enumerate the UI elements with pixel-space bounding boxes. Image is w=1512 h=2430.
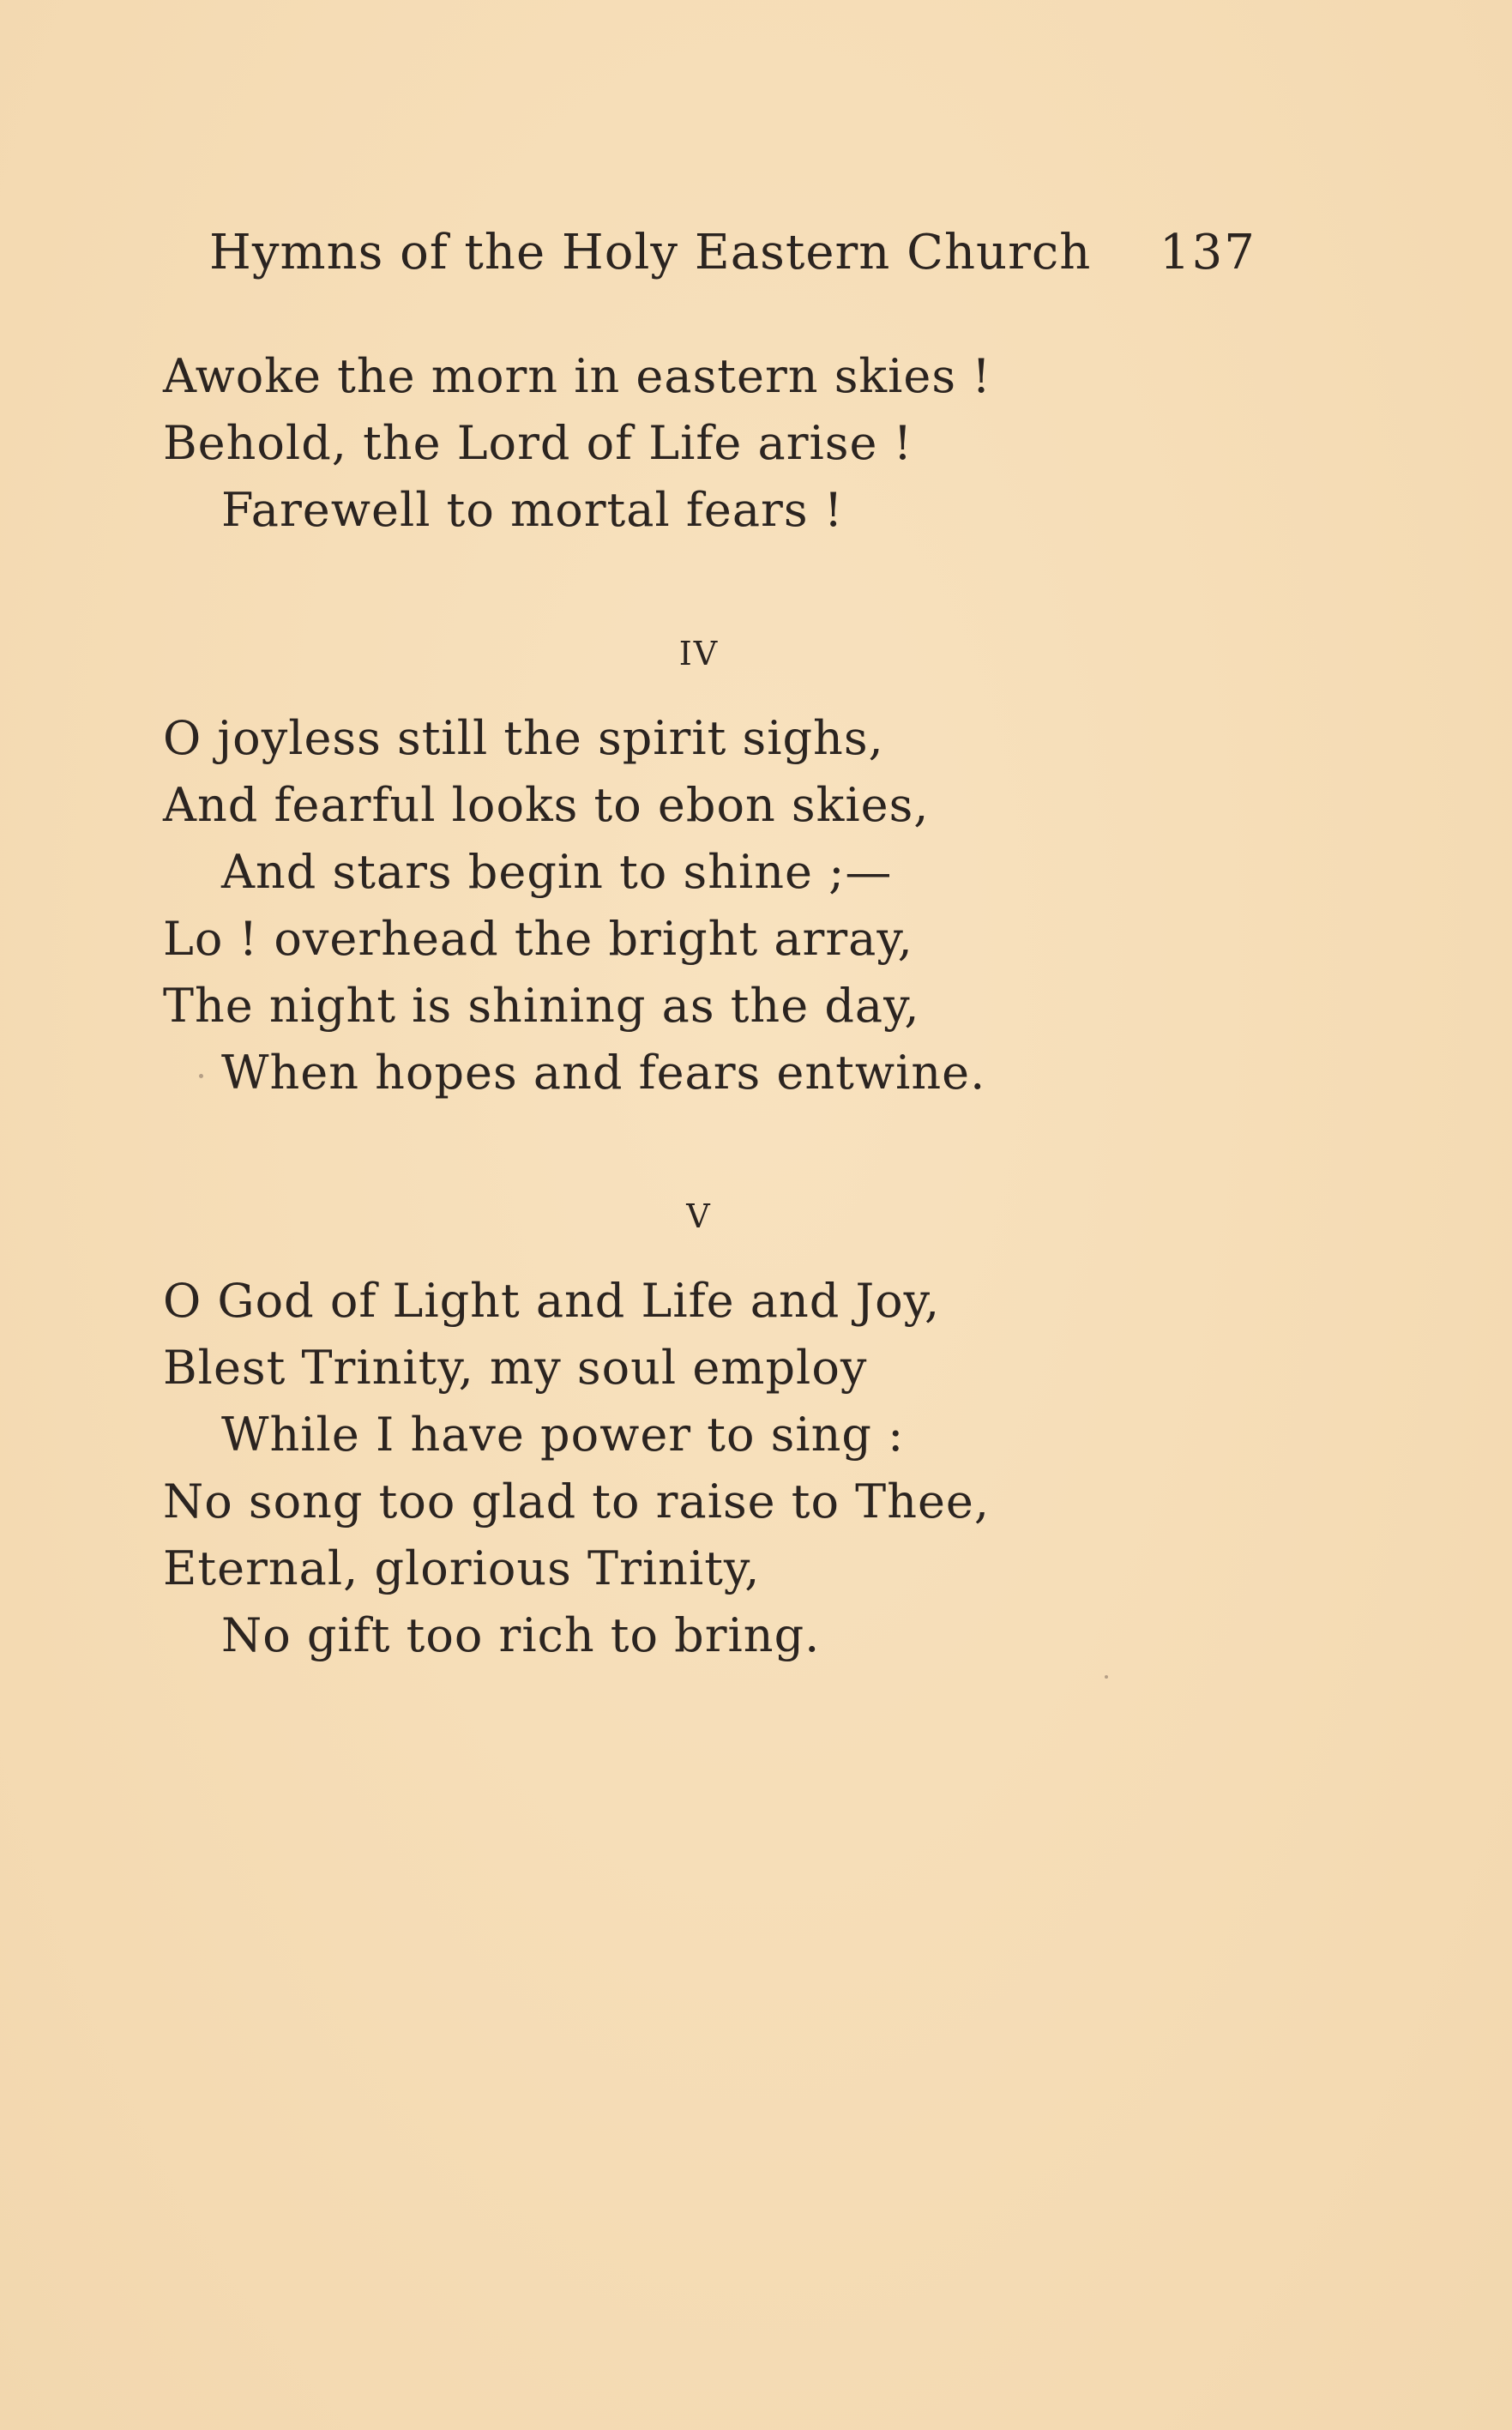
page-number: 137 bbox=[1160, 225, 1256, 280]
section-numeral-v: V bbox=[686, 1197, 712, 1235]
verse-line: Farewell to mortal fears ! bbox=[221, 483, 844, 537]
verse-line: Lo ! overhead the bright array, bbox=[163, 912, 913, 966]
verse-line: O joyless still the spirit sighs, bbox=[163, 711, 884, 765]
verse-line: Eternal, glorious Trinity, bbox=[163, 1541, 761, 1595]
verse-line: No gift too rich to bring. bbox=[221, 1608, 821, 1662]
verse-line: No song too glad to raise to Thee, bbox=[163, 1474, 991, 1529]
ink-fleck bbox=[1105, 1675, 1108, 1679]
verse-line: The night is shining as the day, bbox=[163, 979, 920, 1033]
verse-line: And fearful looks to ebon skies, bbox=[163, 778, 930, 832]
stanza-iv bbox=[163, 705, 1278, 1106]
section-numeral-iv: IV bbox=[678, 635, 720, 672]
stanza-v bbox=[163, 1268, 1278, 1669]
verse-line: Awoke the morn in eastern skies ! bbox=[163, 349, 991, 403]
verse-line: Blest Trinity, my soul employ bbox=[163, 1341, 868, 1395]
verse-line: Behold, the Lord of Life arise ! bbox=[163, 416, 913, 470]
ink-fleck bbox=[199, 1074, 203, 1078]
verse-line: And stars begin to shine ;— bbox=[221, 845, 893, 899]
running-title: Hymns of the Holy Eastern Church bbox=[209, 225, 1092, 280]
verse-line: When hopes and fears entwine. bbox=[221, 1046, 986, 1100]
stanza-top bbox=[163, 343, 1278, 544]
verse-line: O God of Light and Life and Joy, bbox=[163, 1274, 941, 1328]
verse-line: While I have power to sing : bbox=[221, 1408, 905, 1462]
